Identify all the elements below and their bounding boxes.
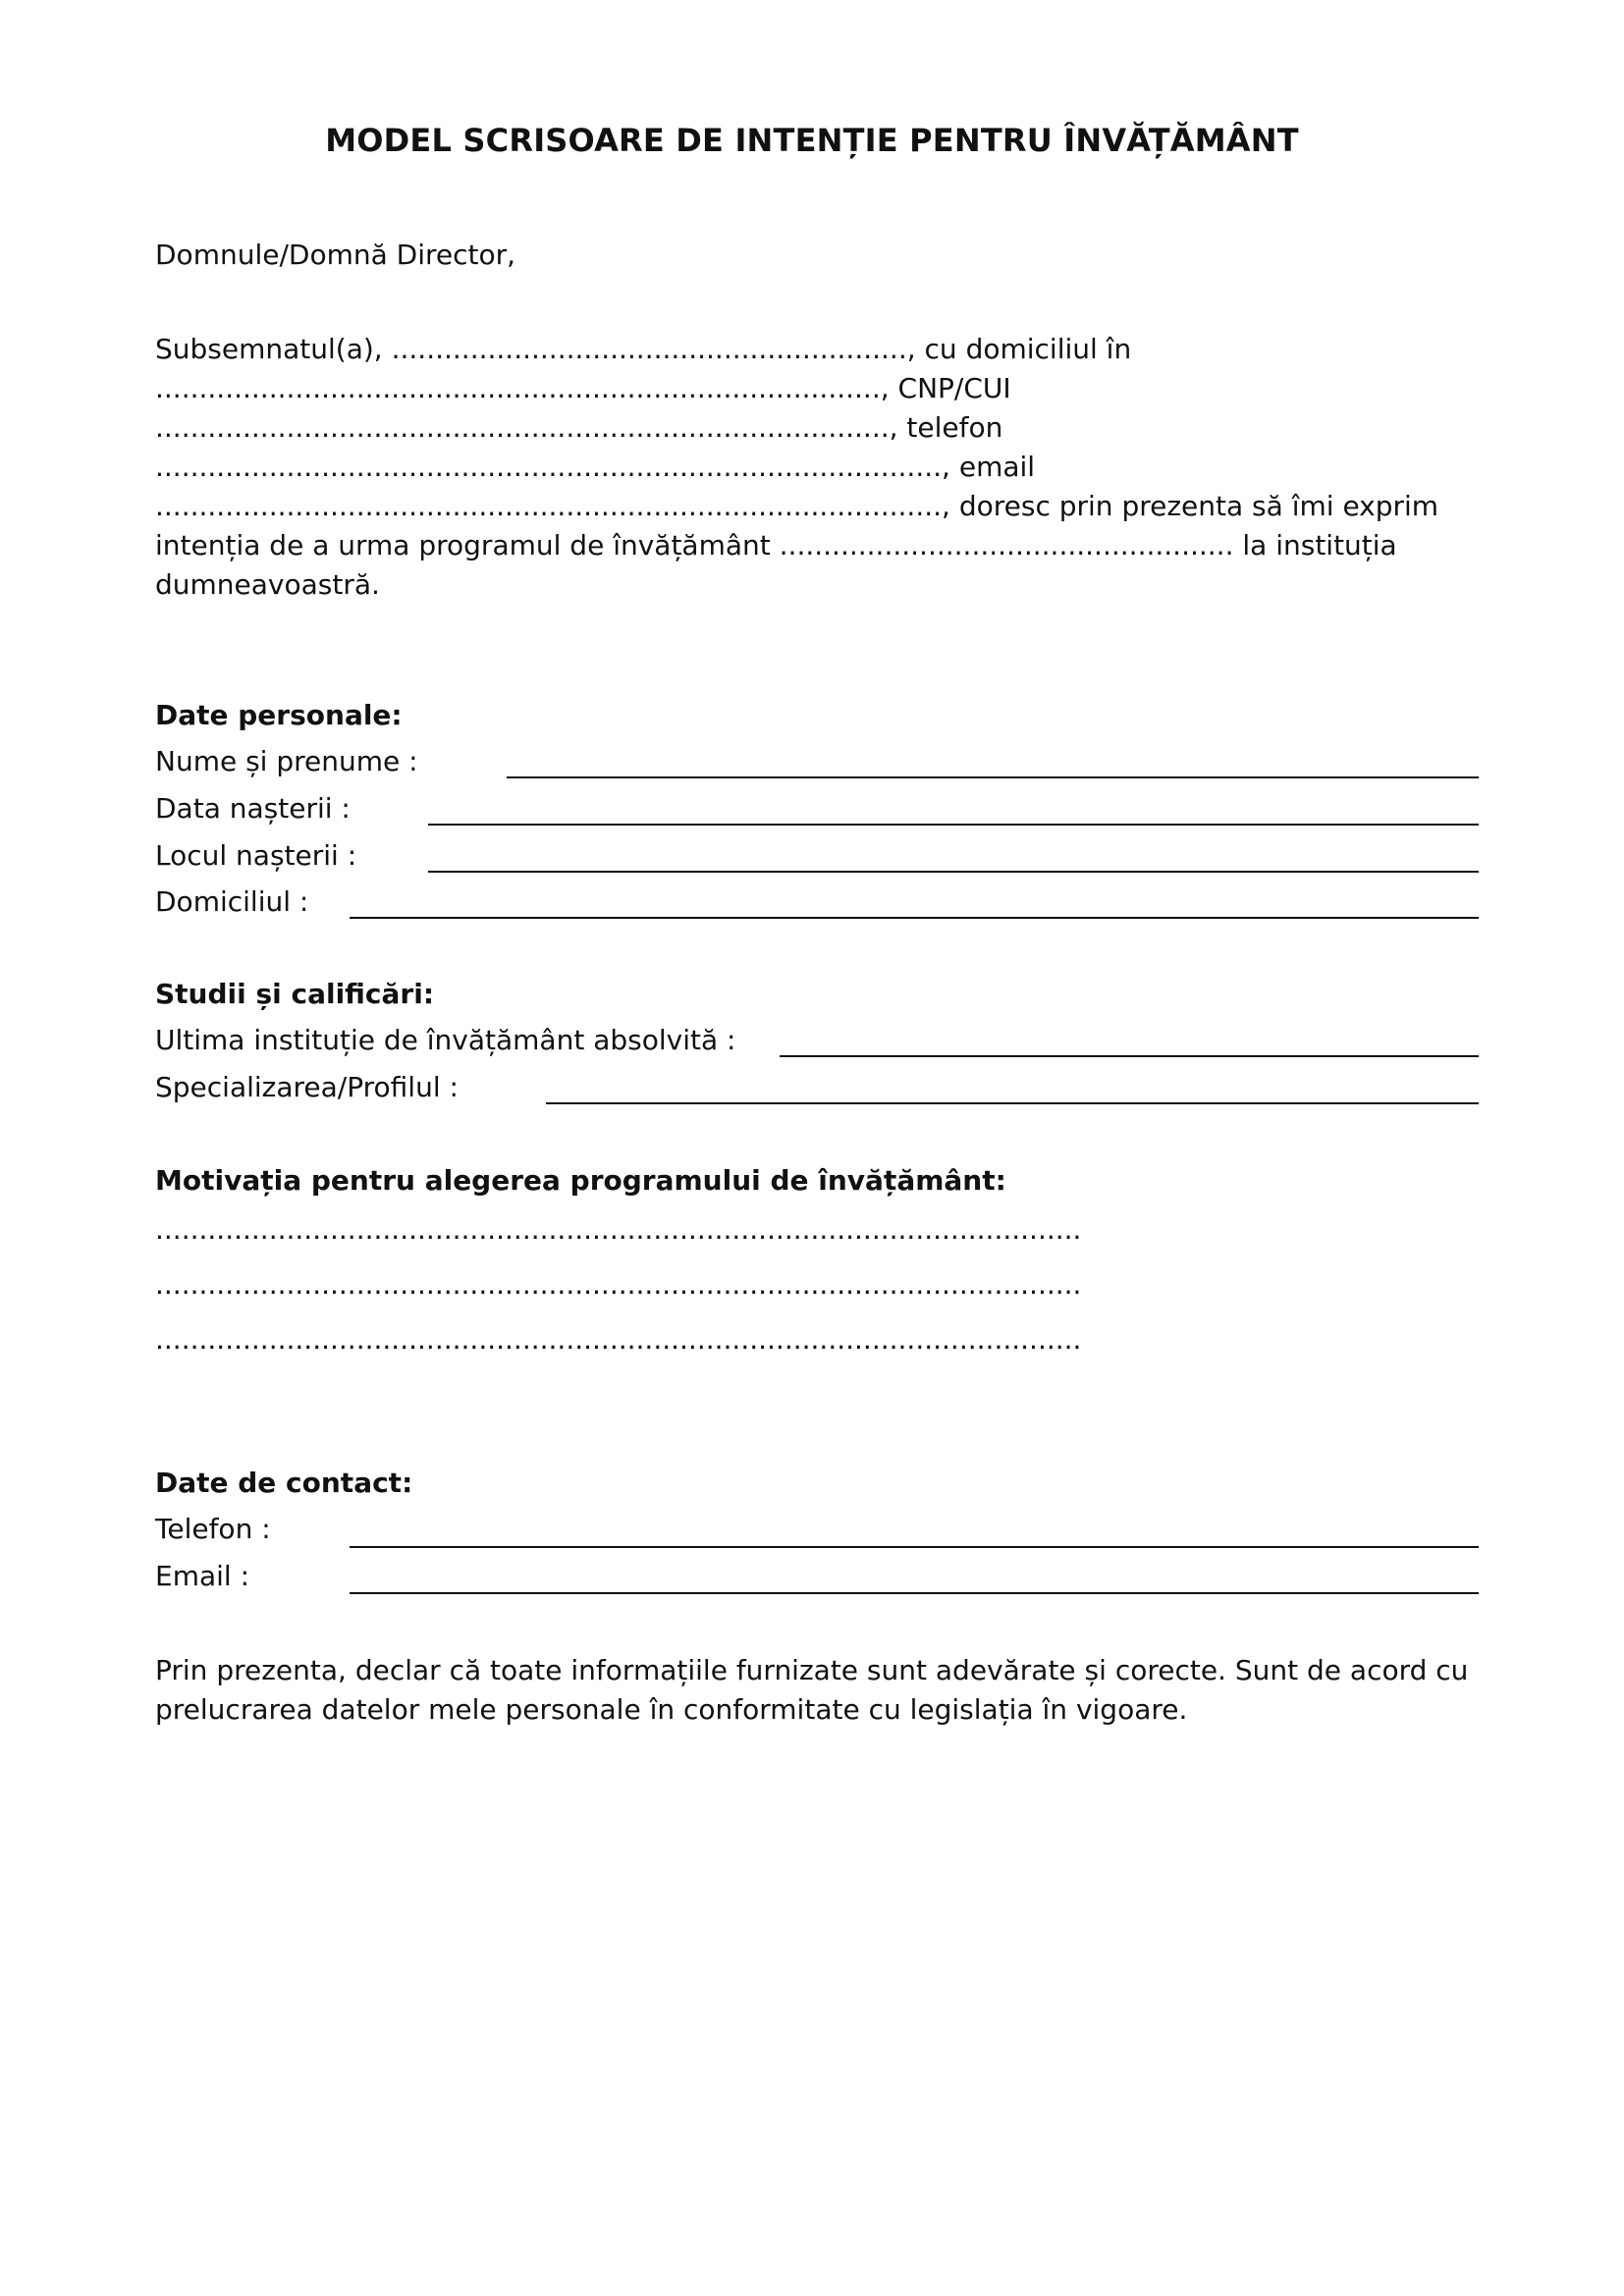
document-title: MODEL SCRISOARE DE INTENȚIE PENTRU ÎNVĂȚĂMÂNT [325, 122, 1299, 159]
address-label: Domiciliul : [155, 885, 309, 918]
motivation-line: .......................................................................................................... [155, 1213, 1082, 1246]
intro-line: dumneavoastră. [155, 568, 380, 601]
intro-line: ..................................................................................., CNP/CUI [155, 372, 1011, 404]
declaration-line: Prin prezenta, declar că toate informațiile furnizate sunt adevărate și corecte. Sunt de acord cu [155, 1654, 1469, 1686]
personal-data-heading: Date personale: [155, 699, 403, 731]
birth-date-field-line[interactable] [428, 824, 1479, 826]
last-institution-label: Ultima instituție de învățământ absolvită : [155, 1024, 736, 1056]
motivation-line: .......................................................................................................... [155, 1268, 1082, 1301]
intro-line: ...................................................................................., telefon [155, 411, 1003, 444]
email-field-line[interactable] [350, 1592, 1479, 1594]
intro-line: Subsemnatul(a), ..........................................................., cu domiciliul în [155, 333, 1132, 365]
studies-heading: Studii și calificări: [155, 978, 435, 1010]
intro-paragraph [155, 330, 1481, 605]
birth-place-label: Locul nașterii : [155, 839, 357, 872]
specialization-label: Specializarea/Profilul : [155, 1071, 459, 1103]
email-label: Email : [155, 1560, 250, 1592]
intro-line: .........................................................................................., email [155, 451, 1036, 483]
address-field-line[interactable] [350, 917, 1479, 919]
intro-line: intenția de a urma programul de învățământ .................................................... la instituția [155, 529, 1397, 561]
birth-place-field-line[interactable] [428, 871, 1479, 873]
last-institution-field-line[interactable] [780, 1055, 1479, 1057]
salutation: Domnule/Domnă Director, [155, 239, 516, 271]
phone-field-line[interactable] [350, 1546, 1479, 1548]
name-field-line[interactable] [507, 776, 1479, 778]
specialization-field-line[interactable] [546, 1102, 1479, 1104]
intro-line: .........................................................................................., doresc prin prezenta să îmi exprim [155, 490, 1439, 522]
phone-label: Telefon : [155, 1513, 271, 1545]
declaration-line: prelucrarea datelor mele personale în conformitate cu legislația în vigoare. [155, 1693, 1188, 1726]
motivation-line: .......................................................................................................... [155, 1323, 1082, 1356]
contact-heading: Date de contact: [155, 1467, 413, 1499]
birth-date-label: Data nașterii : [155, 792, 351, 825]
name-label: Nume și prenume : [155, 745, 418, 777]
motivation-heading: Motivația pentru alegerea programului de învățământ: [155, 1164, 1006, 1197]
declaration-paragraph [155, 1651, 1481, 1730]
